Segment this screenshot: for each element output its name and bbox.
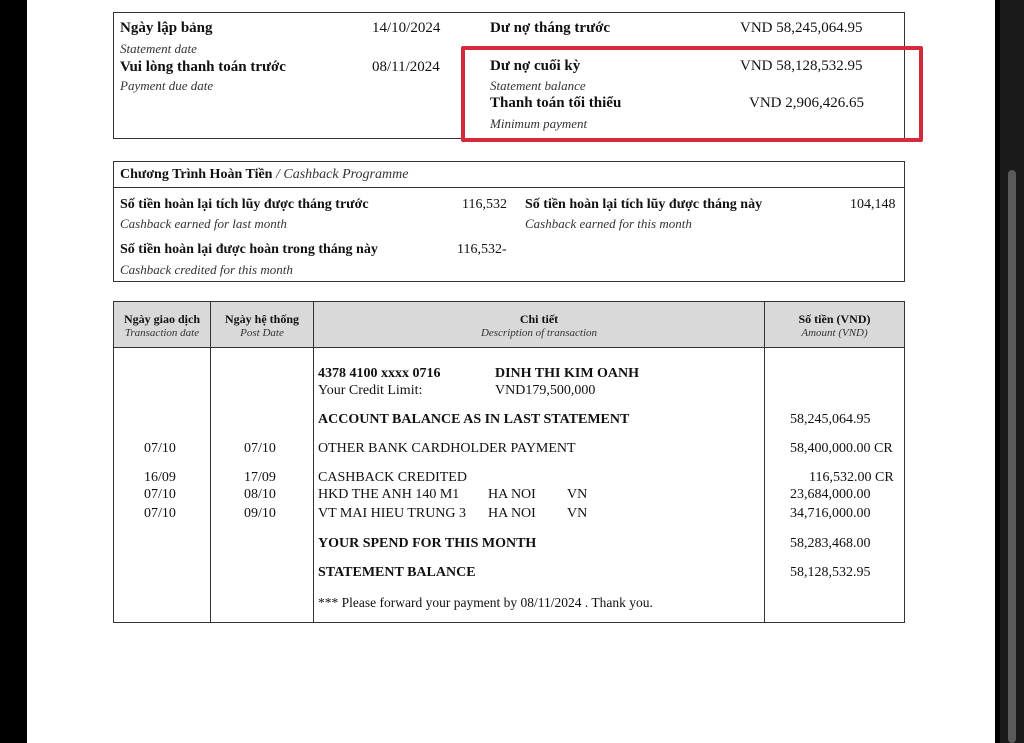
row-city: HA NOI [488,506,536,521]
row-description: VT MAI HIEU TRUNG 3 [318,506,467,521]
row-country: VN [567,487,588,502]
cashback-divider [113,187,905,188]
cashback-credited-label: Số tiền hoàn lại được hoàn trong tháng này [120,242,378,257]
row-post-date: 17/09 [244,470,276,485]
highlight-annotation [461,46,923,142]
row-description: YOUR SPEND FOR THIS MONTH [318,536,537,551]
row-amount: 116,532.00 CR [809,470,894,485]
transaction-table [113,301,905,623]
statement-date-label: Ngày lập bảng [120,20,213,36]
row-amount: 58,245,064.95 [790,412,871,427]
cashback-last-month-label: Số tiền hoàn lại tích lũy được tháng trước [120,197,369,212]
statement-balance-value: VND 58,128,532.95 [740,58,863,74]
row-amount: 58,400,000.00 CR [790,441,893,456]
due-date-sublabel: Payment due date [120,78,214,93]
cashback-title [120,167,408,183]
cashback-this-month-label: Số tiền hoàn lại tích lũy được tháng này [525,197,763,212]
header-sublabel: Transaction date [124,327,200,339]
header-label: Ngày hệ thống [224,312,299,326]
due-date-label: Vui lòng thanh toán trước [120,59,286,75]
statement-balance-sublabel: Statement balance [490,78,586,93]
row-description: STATEMENT BALANCE [318,565,476,580]
row-description: ACCOUNT BALANCE AS IN LAST STATEMENT [318,412,630,427]
cashback-credited-sublabel: Cashback credited for this month [120,262,293,277]
cashback-this-month-value: 104,148 [850,197,896,212]
row-amount: 58,283,468.00 [790,536,871,551]
row-city: HA NOI [488,487,536,502]
row-post-date: 09/10 [244,506,276,521]
table-col-divider [313,302,314,622]
header-label: Số tiền (VND) [798,312,871,326]
statement-date-sublabel: Statement date [120,41,197,56]
payment-reminder-note: *** Please forward your payment by 08/11/2024 . Thank you. [318,595,653,610]
cashback-title-en: / Cashback Programme [275,167,409,182]
header-sublabel: Post Date [240,327,284,339]
min-payment-label: Thanh toán tối thiểu [490,95,622,111]
header-sublabel: Description of transaction [480,327,598,339]
cashback-this-month-sublabel: Cashback earned for this month [525,216,692,231]
row-amount: 23,684,000.00 [790,487,871,502]
header-label: Ngày giao dịch [123,312,200,326]
prev-balance-value: VND 58,245,064.95 [740,20,863,36]
due-date-value: 08/11/2024 [372,59,440,75]
cashback-credited-value: 116,532- [457,242,507,257]
table-col-divider [210,302,211,622]
row-description: HKD THE ANH 140 M1 [318,487,460,502]
prev-balance-label: Dư nợ tháng trước [490,20,611,36]
min-payment-sublabel: Minimum payment [490,116,588,131]
header-label: Chi tiết [519,312,559,326]
credit-limit-label: Your Credit Limit: [318,383,423,398]
header-amount [765,312,904,339]
credit-limit-value: VND179,500,000 [495,383,596,398]
min-payment-value: VND 2,906,426.65 [749,95,864,111]
row-transaction-date: 07/10 [144,487,176,502]
row-country: VN [567,506,588,521]
row-amount: 58,128,532.95 [790,565,871,580]
row-transaction-date: 16/09 [144,470,176,485]
statement-date-value: 14/10/2024 [372,20,441,36]
header-description [314,312,764,339]
header-post-date [211,312,313,339]
row-amount: 34,716,000.00 [790,506,871,521]
row-description: OTHER BANK CARDHOLDER PAYMENT [318,441,576,456]
cashback-last-month-sublabel: Cashback earned for last month [120,216,287,231]
table-col-divider [764,302,765,622]
row-post-date: 08/10 [244,487,276,502]
header-sublabel: Amount (VND) [801,327,868,339]
row-description: CASHBACK CREDITED [318,470,467,485]
row-transaction-date: 07/10 [144,441,176,456]
cashback-last-month-value: 116,532 [462,197,507,212]
card-holder: DINH THI KIM OANH [495,366,640,381]
row-transaction-date: 07/10 [144,506,176,521]
row-post-date: 07/10 [244,441,276,456]
card-number: 4378 4100 xxxx 0716 [318,366,441,381]
statement-balance-label: Dư nợ cuối kỳ [490,58,581,74]
scrollbar-thumb[interactable] [1008,170,1016,743]
header-transaction-date [114,312,210,339]
cashback-title-vi: Chương Trình Hoàn Tiền [120,167,273,182]
